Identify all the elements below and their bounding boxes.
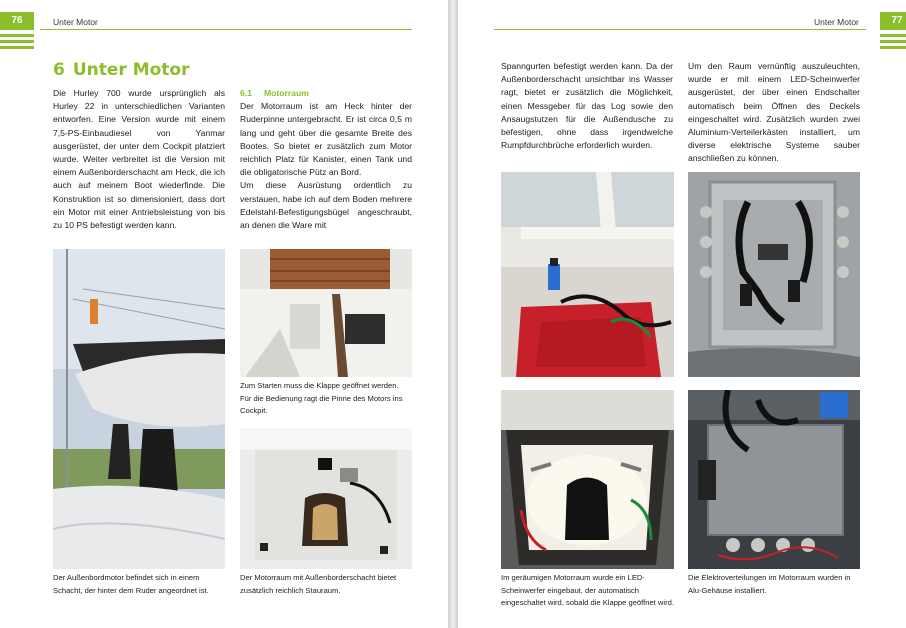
running-head-left: Unter Motor	[53, 17, 98, 27]
section-title: Motorraum	[263, 88, 309, 98]
section-number: 6.1	[240, 88, 252, 98]
header-rule	[494, 29, 866, 30]
caption-engine-room: Der Motorraum mit Außenborderschacht bietet zusätzlich reichlich Stauraum.	[240, 573, 397, 595]
photo-distribution-box-2	[688, 390, 860, 569]
section-heading	[240, 87, 412, 100]
page-stripe	[0, 34, 34, 37]
page-stripe	[0, 40, 34, 43]
caption-hatch: Zum Starten muss die Klappe geöffnet werden. Für die Bedienung ragt die Pinne des Motors ins Cockpit.	[240, 381, 403, 415]
photo-sensor-tank	[501, 172, 674, 377]
photo-outboard-stern-image	[53, 249, 225, 569]
right-page	[458, 0, 906, 628]
photo-open-hatch-image	[240, 249, 412, 377]
page-stripe	[880, 46, 906, 49]
paragraph: Spanngurten befestigt werden kann. Da der Außenborderschacht unsichtbar ins Wasser ragt, bietet er zusätzlich die Möglichkeit, einen Messgeber für das Log sowie den Ansaugstutzen für die Außendusche zu befestigen, ohne dass irgendwelche Rumpfdurchbrüche erforderlich wurden.	[501, 61, 673, 151]
page-stripe	[880, 34, 906, 37]
page-stripe	[880, 40, 906, 43]
right-col2-text	[688, 60, 860, 166]
photo-outboard-stern	[53, 249, 225, 569]
running-head-right: Unter Motor	[814, 17, 859, 27]
photo-distribution-box-1	[688, 172, 860, 377]
caption-distribution: Die Elektroverteilungen im Motorraum wurden in Alu-Gehäuse installiert.	[688, 573, 851, 595]
photo-engine-room-image	[240, 428, 412, 569]
photo-led-engine-room-image	[501, 390, 674, 569]
book-gutter	[448, 0, 458, 628]
photo-sensor-tank-image	[501, 172, 674, 377]
photo-distribution-box-2-image	[688, 390, 860, 569]
chapter-number: 6	[53, 60, 65, 80]
page-number-right: 77	[880, 12, 906, 30]
paragraph: Die Hurley 700 wurde ursprünglich als Hurley 22 in unterschiedlichen Varianten entworfen. Eine Version wurde mit einem 7,5-PS-Einbaudiesel von Yanmar ausgerüstet, der unter dem Cockpit platziert wurde. Weiter verbreitet ist die Version mit einem Außenborderschacht am Heck, die ich auch auf meinem Boot wiederfinde. Die Konstruktion ist so dimensioniert, dass dort ein Motor mit einer Antriebsleistung von bis zu 10 PS befestigt werden kann.	[53, 88, 225, 231]
right-col1-text	[501, 60, 673, 152]
paragraph: Um diese Ausrüstung ordentlich zu verstauen, habe ich auf dem Boden mehrere Edelstahl-Befestigungsbügel angeschraubt, an denen die Ware mit	[240, 180, 412, 231]
paragraph: Der Motorraum ist am Heck hinter der Ruderpinne untergebracht. Er ist circa 0,5 m lang und geht über die gesamte Breite des Bootes. So bietet er zusätzlich zum Motor reichlich Platz für Kanister, einen Tank und die obligatorische Pütz an Bord.	[240, 101, 412, 178]
photo-distribution-box-1-image	[688, 172, 860, 377]
photo-open-hatch	[240, 249, 412, 377]
page-number-left: 76	[0, 12, 34, 30]
left-col1-text	[53, 87, 225, 232]
chapter-title-text: Unter Motor	[72, 60, 190, 80]
chapter-title	[53, 60, 190, 80]
caption-outboard: Der Außenbordmotor befindet sich in einem Schacht, der hinter dem Ruder angeordnet ist.	[53, 573, 209, 595]
photo-engine-room	[240, 428, 412, 569]
paragraph: Um den Raum vernünftig auszuleuchten, wurde er mit einem LED-Scheinwerfer ausgerüstet, der über einen Endschalter automatisch beim Öffnen des Deckels eingeschaltet wird. Zusätzlich wurden zwei Aluminium-Verteilerkästen installiert, um diverse elektrische Systeme sauber anschließen zu können.	[688, 61, 860, 164]
left-col2-text	[240, 87, 412, 232]
left-page	[0, 0, 448, 628]
page-stripe	[0, 46, 34, 49]
caption-led: Im geräumigen Motorraum wurde ein LED-Scheinwerfer eingebaut, der automatisch eingeschaltet wird, sobald die Klappe geöffnet wird.	[501, 573, 674, 607]
photo-led-engine-room	[501, 390, 674, 569]
header-rule	[40, 29, 412, 30]
